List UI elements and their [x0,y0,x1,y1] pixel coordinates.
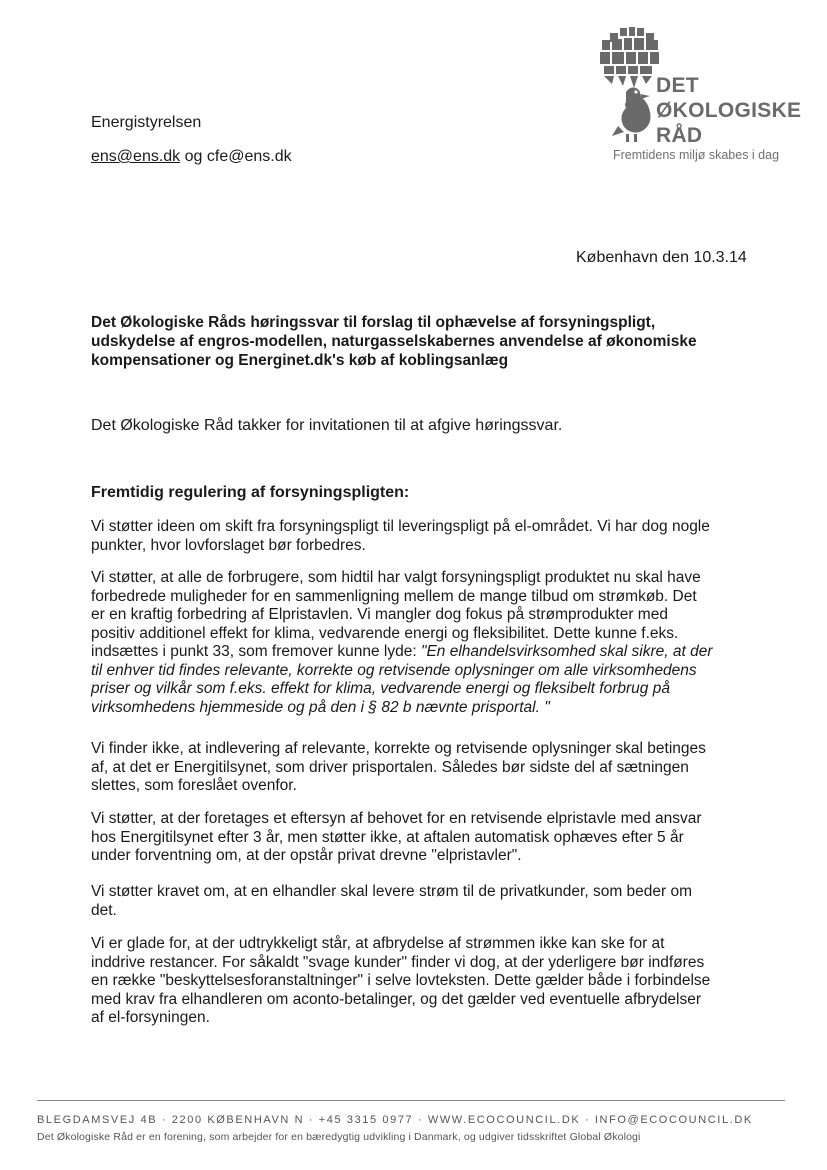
logo-wordmark [656,73,801,148]
intro-paragraph: Det Økologiske Råd takker for invitationen til at afgive høringssvar. [91,417,563,434]
paragraph-6 [91,935,771,1028]
logo-line-raad: RÅD [656,124,703,147]
paragraph-line: positiv additionel effekt for klima, vedvarende energi og fleksibilitet. Dette kunne f.eks. [91,624,679,642]
proposed-wording-quote: virksomhedens hjemmeside og på den i § 82 b nævnte prisportal. " [91,698,550,716]
logo-line-okologiske: ØKOLOGISKE [656,99,802,122]
paragraph-line: Vi er glade for, at der udtrykkeligt står, at afbrydelse af strømmen ikke kan ske for at [91,935,665,952]
footer-note: Det Økologiske Råd er en forening, som arbejder for en bæredygtig udvikling i Danmark, og udgiver tidsskriftet Global Økologi [37,1131,641,1143]
section-heading: Fremtidig regulering af forsyningspligten: [91,484,410,501]
paragraph-line: med krav fra elhandleren om aconto-betalinger, og det gælder ved eventuelle afbrydelser [91,990,702,1008]
paragraph-line: slettes, som foreslået ovenfor. [91,777,297,794]
title-line: Det Økologiske Råds høringssvar til forslag til ophævelse af forsyningspligt, [91,314,656,331]
title-line: udskydelse af engros-modellen, naturgasselskabernes anvendelse af økonomiske [91,333,697,350]
paragraph-lead: indsættes i punkt 33, som fremover kunne lyde: [91,643,421,660]
organization-logo [596,24,806,166]
paragraph-3 [91,740,771,796]
paragraph-2 [91,569,771,717]
paragraph-4 [91,810,771,866]
paragraph-line: Vi støtter ideen om skift fra forsyningspligt til leveringspligt på el-området. Vi har dog nogle [91,518,710,535]
letter-title [91,313,771,370]
footer-divider [37,1100,785,1101]
paragraph-line: af el-forsyningen. [91,1009,210,1026]
footer-address: BLEGDAMSVEJ 4B · 2200 KØBENHAVN N · +45 3315 0977 · WWW.ECOCOUNCIL.DK · INFO@ECOCOUNCIL.DK [37,1114,753,1126]
email-link-primary[interactable]: ens@ens.dk [91,148,181,165]
paragraph-line: er en kraftig forbedring af Elpristavlen. Vi mangler dog fokus på strømprodukter med [91,606,668,623]
paragraph-line-mixed [91,643,771,662]
paragraph-line: hos Energitilsynet efter 3 år, men støtter ikke, at aftalen automatisk ophæves efter 5 år [91,828,684,846]
email-connector: og [180,148,207,165]
logo-line-det: DET [656,74,699,97]
paragraph-1 [91,518,771,555]
paragraph-line: det. [91,901,117,919]
paragraph-line: punkter, hvor lovforslaget bør forbedres. [91,536,366,554]
paragraph-line: Vi finder ikke, at indlevering af relevante, korrekte og retvisende oplysninger skal betinges [91,740,706,757]
paragraph-line: forbedrede muligheder for en sammenligning mellem de mange tilbud om strømkøb. Det [91,587,697,605]
paragraph-line: Vi støtter, at alle de forbrugere, som hidtil har valgt forsyningspligt produktet nu skal have [91,569,701,586]
email-secondary[interactable]: cfe@ens.dk [206,148,292,165]
proposed-wording-quote: priser og vilkår som f.eks. effekt for klima, vedvarende energi og fleksibelt forbrug på [91,680,670,697]
proposed-wording-quote: "En elhandelsvirksomhed skal sikre, at der [420,643,713,660]
paragraph-line: inddrive restancer. For såkaldt "svage kunder" finder vi dog, at der yderligere bør indføres [91,953,705,971]
title-line: kompensationer og Energinet.dk's køb af koblingsanlæg [91,352,509,369]
paragraph-line: Vi støtter kravet om, at en elhandler skal levere strøm til de privatkunder, som beder om [91,883,693,900]
logo-tagline: Fremtidens miljø skabes i dag [613,148,780,162]
letter-date: København den 10.3.14 [576,249,747,266]
recipient-name: Energistyrelsen [91,114,202,131]
proposed-wording-quote: til enhver tid findes relevante, korrekte og retvisende oplysninger om alle virksomhedens [91,661,697,679]
paragraph-5 [91,883,771,920]
paragraph-line: Vi støtter, at der foretages et eftersyn af behovet for en retvisende elpristavle med ansvar [91,810,702,827]
paragraph-line: en række "beskyttelsesforanstaltninger" i selve lovteksten. Dette gælder både i forbindelse [91,972,711,989]
paragraph-line: af, at det er Energitilsynet, som driver prisportalen. Således bør sidste del af sætningen [91,758,689,776]
paragraph-line: under forventning om, at der opstår privat drevne "elpristavler". [91,847,522,864]
recipient-emails [91,147,292,167]
